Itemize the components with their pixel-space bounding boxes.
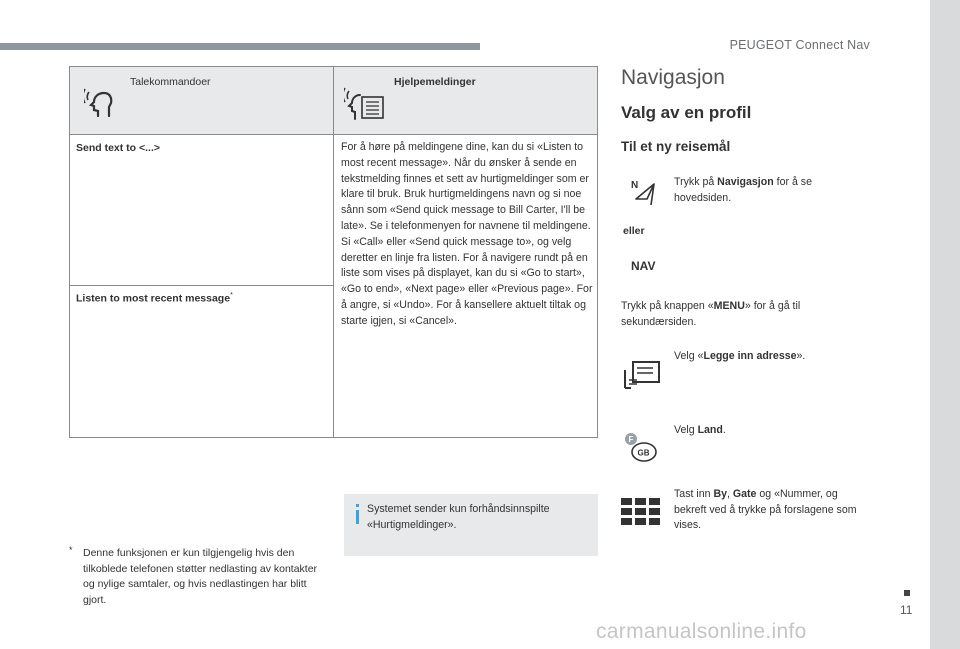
row-divider [70,285,333,286]
footnote-ref: * [230,292,233,299]
country-flag-icon [622,430,658,464]
voice-command-table [69,66,598,438]
footnote-mark: * [69,545,73,555]
side-strip [930,0,960,649]
col2-header: Hjelpemeldinger [394,76,476,88]
section-heading: Til et ny reisemål [621,139,731,154]
enter-address-icon [623,360,661,390]
step-menu: Trykk på knappen «MENU» for å gå til sekundærsiden. [621,300,801,328]
step-country: Velg Land. [674,424,726,436]
footnote-text: Denne funksjonen er kun tilgjengelig hvis den tilkoblede telefonen støtter nedlasting av kontakter og nylige samtaler, og hvis nedlastingen har blitt gjort. [83,547,318,606]
compass-letter: N [631,180,639,191]
command-listen-recent-label: Listen to most recent message [76,292,231,305]
brand-label: PEUGEOT Connect Nav [729,38,870,52]
footnote [69,546,319,608]
page-number: 11 [900,603,913,617]
speaking-head-help-icon [344,83,386,121]
nav-button-label: NAV [631,259,656,273]
flag-top-letter: F [628,435,634,444]
top-rule [0,43,480,50]
flag-bottom-letters: GB [637,448,650,458]
step-navigation: Trykk på Navigasjon for å se hovedsiden. [674,176,812,204]
info-icon [356,510,359,524]
col1-header: Talekommandoer [130,76,211,88]
info-icon-dot [356,504,359,507]
command-listen-recent [76,292,233,305]
info-text: Systemet sender kun forhåndsinnspilte «Hurtigmeldinger». [367,503,550,531]
navigation-compass-icon [630,178,658,208]
step-enter-address: Velg «Legge inn adresse». [674,350,806,362]
step-enter-city-street: Tast inn By, Gate og «Nummer, og bekreft ved å trykke på forslagene som vises. [674,488,857,531]
info-box [344,494,598,556]
help-message-description: For å høre på meldingene dine, kan du si «Listen to most recent message». Når du ønsker å sende en tekstmelding finnes et sett av hurtigmeldinger som er klare til bruk. Bruk hurtigmeldingens navn og si noe sånn som «Send quick message to Bill Carter, I'll be late». Se i telefonmenyen for navnene til meldingene. Si «Call» eller «Send quick message to», og velg deretter en linje fra listen. For å navigere rundt på en liste som vises på displayet, kan du si «Go to start», «Go to end», «Next page» eller «Previous page». For å angre, si «Undo». For å kansellere aktuelt tiltak og starte igjen, si «Cancel». [341,141,593,327]
speaking-head-icon [84,83,118,117]
section-subtitle: Valg av en profil [621,103,752,122]
column-divider [333,67,334,437]
keyboard-icon [621,498,661,526]
command-send-text: Send text to <...> [76,142,161,154]
watermark: carmanualsonline.info [596,620,807,643]
or-label: eller [623,225,645,237]
page-marker [904,590,910,596]
section-title: Navigasjon [621,66,725,89]
